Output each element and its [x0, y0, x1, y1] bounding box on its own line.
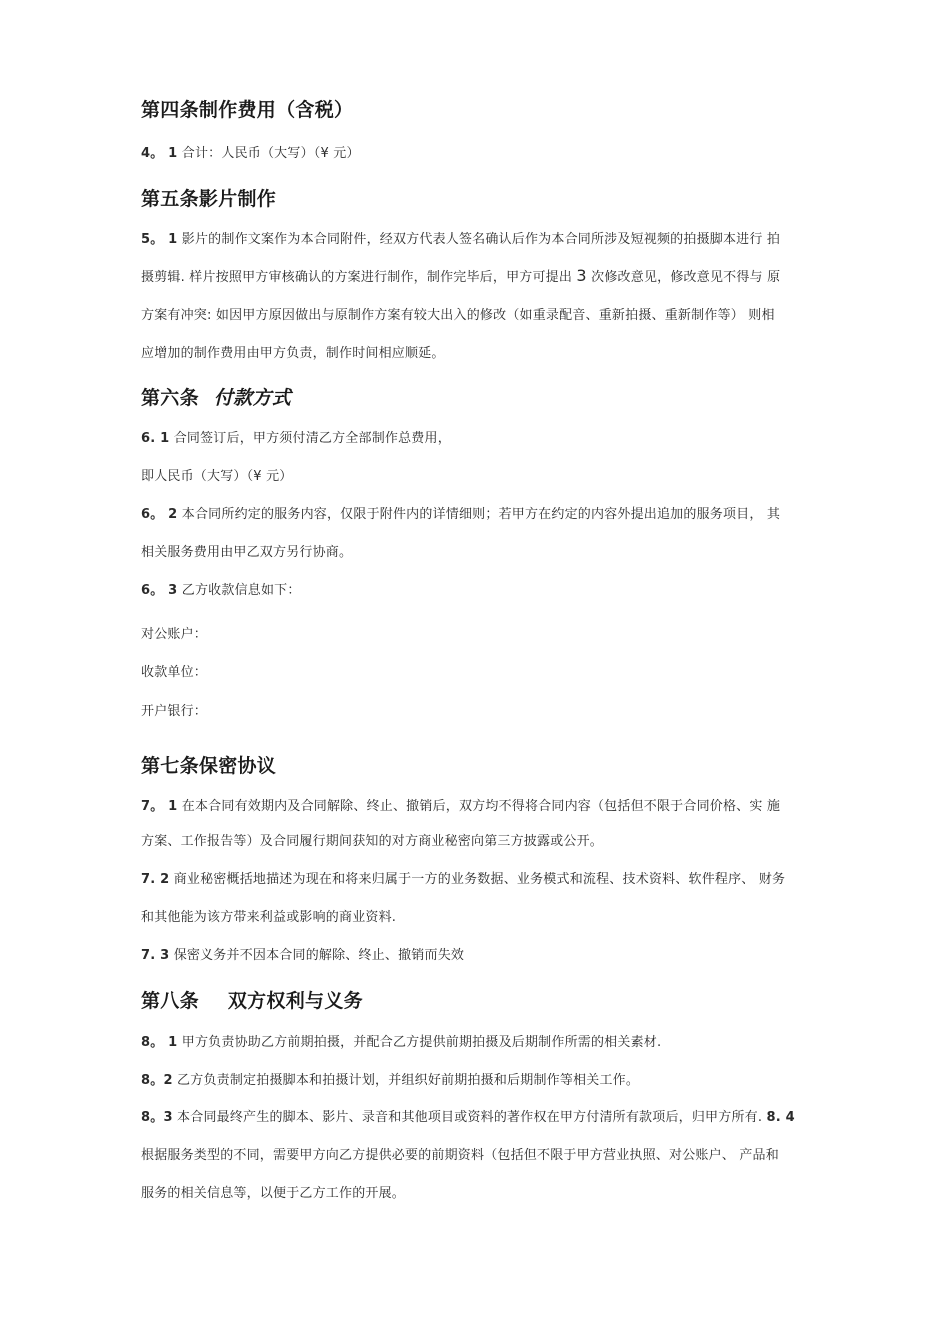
section-6-title — [141, 383, 291, 410]
clause-number: 8. 4 — [766, 1110, 795, 1125]
section-8-line-2 — [141, 1069, 639, 1088]
section-6-title-text: 付款方式 — [213, 387, 292, 409]
clause-text: 影片的制作文案作为本合同附件，经双方代表人签名确认后作为本合同所涉及短视频的拍摄脚本进行 拍 — [181, 232, 781, 247]
section-8-line-5: 服务的相关信息等，以便于乙方工作的开展。 — [141, 1186, 406, 1201]
section-8-line-3 — [141, 1106, 795, 1125]
section-6-line-2: 即人民币（大写）（¥ 元） — [141, 469, 293, 484]
clause-text: 在本合同有效期内及合同解除、终止、撤销后，双方均不得将合同内容（包括但不限于合同价格、实 施 — [181, 799, 781, 814]
clause-text: 摄剪辑. 样片按照甲方审核确认的方案进行制作，制作完毕后，甲方可提出 — [141, 270, 573, 285]
section-7-title: 第七条保密协议 — [141, 755, 277, 777]
clause-number: 7. 3 — [141, 948, 170, 963]
section-8-title-text: 双方权利与义务 — [227, 990, 363, 1012]
section-8-line-4: 根据服务类型的不同，需要甲方向乙方提供必要的前期资料（包括但不限于甲方营业执照、对公账户、 产品和 — [141, 1148, 779, 1163]
clause-text: 甲方负责协助乙方前期拍摄，并配合乙方提供前期拍摄及后期制作所需的相关素材. — [181, 1035, 662, 1050]
section-5-title: 第五条影片制作 — [141, 188, 277, 210]
clause-text: 本合同所约定的服务内容，仅限于附件内的详情细则；若甲方在约定的内容外提出追加的服务项目， 其 — [181, 507, 781, 522]
revision-count: 3 — [576, 266, 587, 285]
clause-number: 8。 1 — [141, 1035, 178, 1050]
section-6-line-5 — [141, 579, 301, 598]
clause-number: 5。 1 — [141, 232, 178, 247]
clause-text: 乙方收款信息如下： — [181, 583, 301, 598]
clause-number: 6。 3 — [141, 583, 178, 598]
clause-text: 合同签订后，甲方须付清乙方全部制作总费用， — [173, 431, 451, 446]
section-5-line-3: 方案有冲突: 如因甲方原因做出与原制作方案有较大出入的修改（如重录配音、重新拍摄、重新制作等） 则相 — [141, 308, 775, 323]
clause-text: 商业秘密概括地描述为现在和将来归属于一方的业务数据、业务模式和流程、技术资料、软件程序、 财务 — [173, 872, 786, 887]
clause-number: 7。 1 — [141, 799, 178, 814]
clause-number: 4。 1 — [141, 146, 178, 161]
clause-number: 6。 2 — [141, 507, 178, 522]
clause-number: 8。3 — [141, 1110, 173, 1125]
section-4-title: 第四条制作费用（含税） — [141, 99, 354, 121]
section-7-line-1 — [141, 795, 780, 814]
clause-number: 8。2 — [141, 1073, 173, 1088]
section-6-line-4: 相关服务费用由甲乙双方另行协商。 — [141, 545, 353, 560]
clause-text: 合计：人民币（大写）（¥ 元） — [181, 146, 360, 161]
payee-label: 收款单位： — [141, 665, 208, 680]
section-7-line-4: 和其他能为该方带来利益或影响的商业资料. — [141, 910, 397, 925]
section-7-line-3 — [141, 868, 785, 887]
section-7-line-2: 方案、工作报告等）及合同履行期间获知的对方商业秘密向第三方披露或公开。 — [141, 834, 604, 849]
bank-label: 开户银行： — [141, 704, 208, 719]
clause-text: 本合同最终产生的脚本、影片、录音和其他项目或资料的著作权在甲方付清所有款项后，归甲方所有. — [177, 1110, 763, 1125]
clause-number: 7. 2 — [141, 872, 170, 887]
section-5-line-2 — [141, 266, 780, 285]
account-label: 对公账户： — [141, 627, 208, 642]
section-6-title-number: 第六条 — [141, 387, 199, 409]
clause-text: 次修改意见，修改意见不得与 原 — [591, 270, 781, 285]
section-5-line-4: 应增加的制作费用由甲方负责，制作时间相应顺延。 — [141, 346, 445, 361]
section-4-line-1 — [141, 142, 360, 161]
section-6-line-3 — [141, 503, 780, 522]
section-8-title — [141, 986, 363, 1013]
section-6-line-1 — [141, 427, 451, 446]
clause-number: 6. 1 — [141, 431, 170, 446]
section-8-line-1 — [141, 1031, 661, 1050]
section-5-line-1 — [141, 228, 780, 247]
section-7-line-5 — [141, 944, 464, 963]
section-8-title-number: 第八条 — [141, 990, 199, 1012]
clause-text: 乙方负责制定拍摄脚本和拍摄计划，并组织好前期拍摄和后期制作等相关工作。 — [177, 1073, 640, 1088]
clause-text: 保密义务并不因本合同的解除、终止、撤销而失效 — [173, 948, 465, 963]
